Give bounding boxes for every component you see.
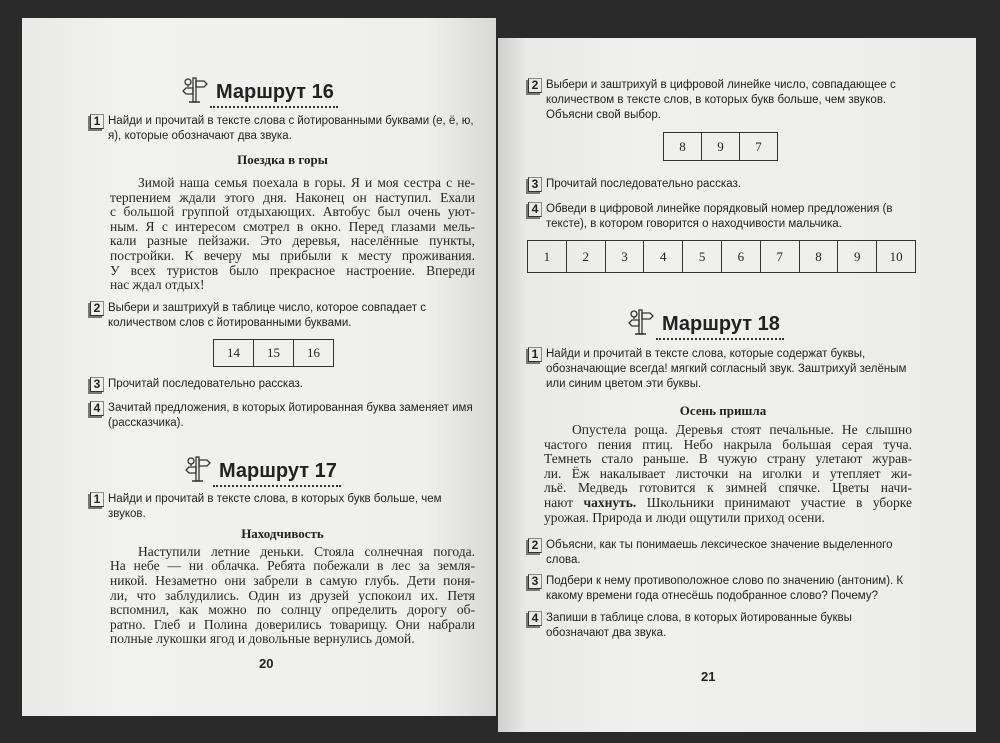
task-text: Найди и прочитай в тексте слова, в которых букв больше, чем звуков. bbox=[108, 492, 442, 520]
task-text: Выбери и заштрихуй в таблице число, которое совпадает с количеством слов с йотированными буквами. bbox=[108, 301, 426, 329]
task-text: Прочитай последовательно рассказ. bbox=[546, 178, 741, 190]
story-title: Находчивость bbox=[241, 525, 324, 541]
story-line: На небе — ни облачка. Ребята побежали в лес за земля- bbox=[110, 558, 475, 574]
story-line: полные лукошки ягод и довольные вернулись домой. bbox=[110, 631, 415, 647]
number-cell[interactable]: 9 bbox=[838, 241, 877, 272]
number-cell[interactable]: 2 bbox=[567, 241, 606, 272]
route16-heading bbox=[182, 76, 475, 106]
task-number: 1 bbox=[90, 114, 104, 129]
signpost-icon bbox=[182, 76, 208, 104]
route18-task3 bbox=[528, 574, 918, 604]
task-text: Обведи в цифровой линейке порядковый номер предложения (в тексте), в котором говорится о находчивости мальчика. bbox=[546, 203, 893, 230]
story-text bbox=[110, 176, 475, 293]
number-cell[interactable]: 5 bbox=[683, 241, 722, 272]
story-line: кали разные пейзажи. Это деревья, населённые пункты, bbox=[110, 233, 475, 249]
task-text: Объясни, как ты понимаешь лексическое значение выделенного слова. bbox=[546, 539, 893, 567]
route16-task4 bbox=[90, 401, 475, 431]
story-line: с большой группой отдыхающих. Автобус был очень уют- bbox=[110, 204, 475, 220]
route17-title: Маршрут 17 bbox=[213, 460, 341, 487]
story-title: Осень пришла bbox=[679, 403, 767, 418]
story-line: урожая. Природа и люди ощутили приход осени. bbox=[544, 509, 825, 525]
route17-task1 bbox=[90, 492, 475, 522]
story-line: никой. Незаметно они забрели в самую глубь. Дети поня- bbox=[110, 572, 475, 588]
number-cell[interactable]: 1 bbox=[528, 241, 567, 272]
story-line: ратно. Глеб и Полина доверились товарищу. Они набрали bbox=[110, 616, 475, 632]
number-cell[interactable]: 16 bbox=[307, 344, 320, 360]
story-title: Поездка в горы bbox=[237, 152, 328, 167]
story-line: У всех туристов было прекрасное настроение. Впереди bbox=[110, 262, 475, 278]
task-text: Найди и прочитай в тексте слова, которые содержат буквы, обозначающие всегда! мягкий согласный звук. Заштрихуй зелёным или синим цветом эти буквы. bbox=[546, 348, 907, 390]
number-cell[interactable]: 8 bbox=[664, 133, 702, 160]
number-cell[interactable]: 3 bbox=[606, 241, 645, 272]
route16-task1 bbox=[90, 114, 475, 144]
signpost-icon bbox=[628, 308, 654, 336]
task-number: 3 bbox=[528, 177, 542, 192]
route18-title: Маршрут 18 bbox=[656, 313, 784, 340]
number-cell[interactable]: 10 bbox=[889, 249, 903, 264]
story-line: ли. Ёж накалывает листочки на иголки и утепляет жи- bbox=[544, 465, 912, 481]
story-line: льё. Медведь готовится к зимней спячке. Цветы начи- bbox=[544, 480, 912, 496]
number-line bbox=[527, 240, 916, 273]
task-text: Выбери и заштрихуй в цифровой линейке число, совпадающее с количеством в тексте слов, в которых букв больше, чем звуков. Объясни свой выбор. bbox=[546, 79, 896, 121]
task-number: 2 bbox=[528, 538, 542, 553]
route18-task1 bbox=[528, 347, 918, 392]
number-cell[interactable]: 6 bbox=[722, 241, 761, 272]
route18-task2 bbox=[528, 538, 918, 568]
task-number: 4 bbox=[528, 202, 542, 217]
right-page-content bbox=[528, 78, 918, 685]
task-number: 4 bbox=[90, 401, 104, 416]
number-cell[interactable]: 7 bbox=[755, 139, 762, 154]
story-line: ным. Я с интересом смотрел в окно. Перед глазами мель- bbox=[110, 218, 475, 234]
number-table bbox=[663, 132, 778, 161]
story-line: ли, что заблудились. Один из друзей успокоил их. Петя bbox=[110, 587, 475, 603]
story-text bbox=[544, 423, 912, 525]
task-text: Зачитай предложения, в которых йотированная буква заменяет имя (рассказчика). bbox=[108, 401, 473, 429]
task-text: Подбери к нему противоположное слово по значению (антоним). К какому времени года отнесёшь подобранное слово? Почему? bbox=[546, 575, 904, 603]
number-cell[interactable]: 4 bbox=[644, 241, 683, 272]
task-number: 2 bbox=[528, 78, 542, 93]
route18-task4 bbox=[528, 611, 918, 641]
story-line: постройки. К вечеру мы прибыли к месту проживания. bbox=[110, 247, 475, 263]
number-cell[interactable]: 7 bbox=[761, 241, 800, 272]
task-number: 1 bbox=[528, 347, 542, 362]
task-text: Запиши в таблице слова, в которых йотированные буквы обозначают два звука. bbox=[546, 612, 852, 640]
route17-task2 bbox=[528, 78, 918, 123]
route17-heading bbox=[185, 455, 475, 485]
task-number: 3 bbox=[528, 574, 542, 589]
route16-task2 bbox=[90, 301, 475, 331]
number-cell[interactable]: 15 bbox=[254, 340, 294, 366]
route17-task3 bbox=[528, 177, 918, 192]
task-number: 4 bbox=[528, 611, 542, 626]
route16-title: Маршрут 16 bbox=[210, 81, 338, 108]
number-cell[interactable]: 9 bbox=[702, 133, 740, 160]
story-line-start: нают bbox=[544, 494, 584, 510]
page-number: 20 bbox=[259, 655, 274, 671]
story-line: вспомнил, как можно по солнцу определить дорогу об- bbox=[110, 602, 475, 618]
task-text: Прочитай последовательно рассказ. bbox=[108, 377, 303, 390]
story-line-end: Школьники принимают участие в уборке bbox=[636, 494, 912, 510]
signpost-icon bbox=[185, 455, 211, 483]
story-line: терпением ждали этого дня. Наконец он наступил. Ехали bbox=[110, 189, 475, 205]
right-page bbox=[498, 38, 976, 732]
story-line: Темнеть стало раньше. В чужую страну улетают журав- bbox=[544, 451, 912, 467]
task-number: 3 bbox=[90, 377, 104, 392]
left-page-content bbox=[90, 76, 475, 672]
page-number: 21 bbox=[701, 669, 716, 685]
highlighted-word: чахнуть. bbox=[583, 494, 637, 510]
story-line: частого пения птиц. Небо накрыла большая серая туча. bbox=[544, 436, 912, 452]
left-page bbox=[22, 18, 496, 716]
task-number: 1 bbox=[90, 492, 104, 507]
route16-task3 bbox=[90, 377, 475, 392]
route17-task4 bbox=[528, 202, 918, 232]
number-table bbox=[213, 339, 334, 367]
story-line: Опустела роща. Деревья стоят печальные. Не слышно bbox=[572, 422, 912, 437]
task-number: 2 bbox=[90, 301, 104, 316]
route18-heading bbox=[628, 308, 918, 338]
story-line bbox=[544, 496, 912, 511]
story-line: нас ждал отдых! bbox=[110, 277, 205, 293]
number-cell[interactable]: 14 bbox=[214, 340, 254, 366]
story-line: Наступили летние деньки. Стояла солнечная погода. bbox=[138, 543, 475, 559]
story-text bbox=[110, 545, 475, 647]
story-line: Зимой наша семья поехала в горы. Я и моя сестра с не- bbox=[138, 175, 475, 190]
task-text: Найди и прочитай в тексте слова с йотированными буквами (е, ё, ю, я), которые обозначают два звука. bbox=[108, 115, 474, 142]
number-cell[interactable]: 8 bbox=[800, 241, 839, 272]
